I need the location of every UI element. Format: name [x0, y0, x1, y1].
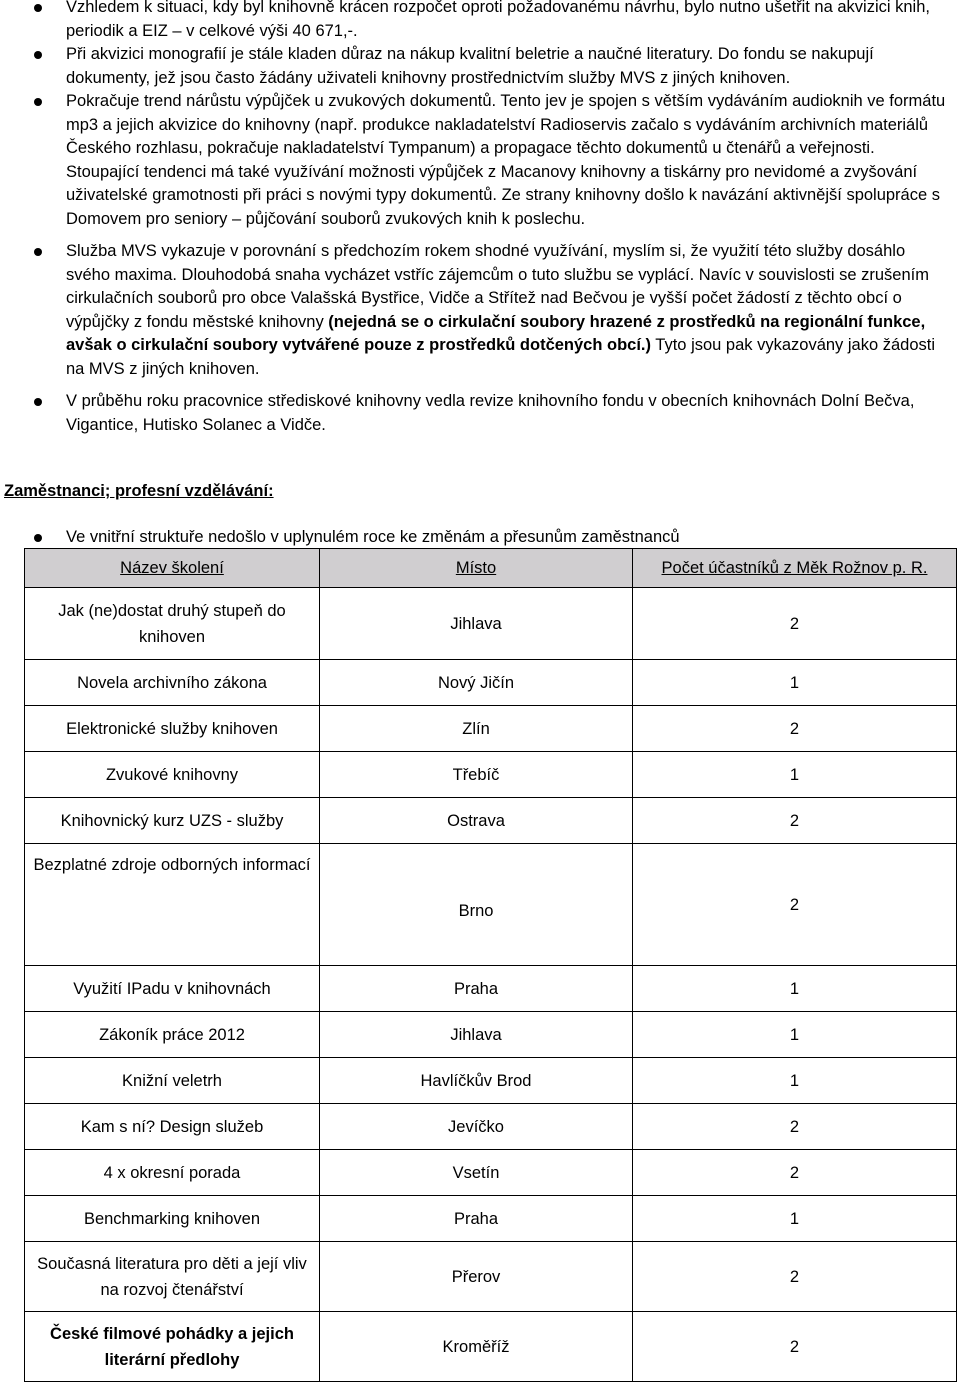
cell-participants: 1 — [633, 660, 957, 706]
cell-training: Kam s ní? Design služeb — [25, 1104, 320, 1150]
paragraph-text: Pokračuje trend nárůstu výpůjček u zvukových dokumentů. Tento jev je spojen s větším vydáváním audioknih ve formátu mp3 a jejich akvizice do knihovny (např. produkce nakladatelství Radioservis začalo s vydáváním archivních materiálů Českého rozhlasu, pokračuje nakladatelství Tympanum) a propagace těchto dokumentů u čtenářů a veřejnosti. Stoupající tendenci má také využívání možnosti výpůjček z Macanovy knihovny a tiskárny pro nevidomé a zvyšování uživatelské gramotnosti při práci s novými typy dokumentů. Ze strany knihovny došlo k navázání aktivnější spolupráce s Domovem pro seniory – půjčování souborů zvukových knih k poslechu. — [66, 92, 946, 228]
bullet-icon — [34, 398, 42, 406]
bullet-icon — [34, 4, 42, 12]
cell-training: Jak (ne)dostat druhý stupeň do knihoven — [25, 588, 320, 660]
list-item — [0, 526, 960, 550]
cell-place: Praha — [320, 1196, 633, 1242]
section-heading: Zaměstnanci; profesní vzdělávání: — [4, 482, 274, 500]
cell-participants: 1 — [633, 1058, 957, 1104]
cell-place: Jevíčko — [320, 1104, 633, 1150]
cell-participants: 1 — [633, 752, 957, 798]
cell-training: Elektronické služby knihoven — [25, 706, 320, 752]
training-table — [24, 548, 957, 1382]
table-row — [25, 1312, 957, 1382]
table-row — [25, 588, 957, 660]
table-row — [25, 1150, 957, 1196]
bullet-icon — [34, 534, 42, 542]
list-item — [0, 90, 960, 231]
table-row — [25, 706, 957, 752]
cell-participants: 2 — [633, 706, 957, 752]
cell-participants: 2 — [633, 844, 957, 966]
cell-participants: 2 — [633, 1242, 957, 1312]
cell-training: Benchmarking knihoven — [25, 1196, 320, 1242]
cell-participants: 2 — [633, 588, 957, 660]
cell-participants: 2 — [633, 1312, 957, 1382]
cell-participants: 2 — [633, 798, 957, 844]
cell-training: Zákoník práce 2012 — [25, 1012, 320, 1058]
cell-training: Bezplatné zdroje odborných informací — [25, 844, 320, 966]
table-header-row — [25, 549, 957, 588]
table-row — [25, 1196, 957, 1242]
cell-place: Havlíčkův Brod — [320, 1058, 633, 1104]
cell-training: Využití IPadu v knihovnách — [25, 966, 320, 1012]
column-header-participants: Počet účastníků z Měk Rožnov p. R. — [633, 549, 957, 588]
cell-place: Nový Jičín — [320, 660, 633, 706]
paragraph-text: V průběhu roku pracovnice střediskové knihovny vedla revize knihovního fondu v obecních knihovnách Dolní Bečva, Vigantice, Hutisko Solanec a Vidče. — [66, 392, 915, 434]
table-row — [25, 966, 957, 1012]
cell-place: Vsetín — [320, 1150, 633, 1196]
table-row — [25, 660, 957, 706]
cell-participants: 1 — [633, 1196, 957, 1242]
table-row — [25, 752, 957, 798]
bullet-list-top — [0, 0, 960, 437]
cell-training: Knihovnický kurz UZS - služby — [25, 798, 320, 844]
column-header-place: Místo — [320, 549, 633, 588]
cell-place: Přerov — [320, 1242, 633, 1312]
column-header-training: Název školení — [25, 549, 320, 588]
table-row — [25, 1104, 957, 1150]
table-row — [25, 844, 957, 966]
cell-place: Třebíč — [320, 752, 633, 798]
cell-training: Knižní veletrh — [25, 1058, 320, 1104]
cell-place: Kroměříž — [320, 1312, 633, 1382]
table-row — [25, 1012, 957, 1058]
table-row — [25, 1242, 957, 1312]
paragraph-text: Služba MVS vykazuje v porovnání s předchozím rokem shodné využívání, myslím si, že využití této služby dosáhlo svého maxima. Dlouhodobá snaha vycházet vstříc zájemcům o tuto službu se vyplácí. Navíc v souvislosti se zrušením cirkulačních souborů pro obce Valašská Bystřice, Vidče a Střítež nad Bečvou je vyšší počet žádostí z těchto obcí o výpůjčky z fondu městské knihovny — [66, 242, 929, 331]
cell-training: Zvukové knihovny — [25, 752, 320, 798]
list-item — [0, 240, 960, 381]
cell-place: Jihlava — [320, 1012, 633, 1058]
bullet-icon — [34, 98, 42, 106]
cell-participants: 1 — [633, 966, 957, 1012]
list-item — [0, 43, 960, 90]
cell-place: Praha — [320, 966, 633, 1012]
cell-place: Brno — [320, 844, 633, 966]
bullet-icon — [34, 248, 42, 256]
cell-participants: 2 — [633, 1150, 957, 1196]
paragraph-text: Ve vnitřní struktuře nedošlo v uplynulém roce ke změnám a přesunům zaměstnanců — [66, 528, 680, 546]
cell-place: Ostrava — [320, 798, 633, 844]
cell-training: Novela archivního zákona — [25, 660, 320, 706]
paragraph-bold-text: (nejedná se o cirkulační soubory hrazené z prostředků na regionální funkce, avšak o cirkulační soubory vytvářené pouze z prostředků dotčených obcí.) — [66, 312, 926, 354]
paragraph-text: Tyto jsou pak vykazovány jako žádosti na MVS z jiných knihoven. — [66, 336, 936, 378]
table-row — [25, 798, 957, 844]
paragraph-text: Při akvizici monografií je stále kladen důraz na nákup kvalitní beletrie a naučné literatury. Do fondu se nakupují dokumenty, jež jsou často žádány uživateli knihovny prostřednictvím služby MVS z jiných knihoven. — [66, 45, 874, 87]
cell-training: 4 x okresní porada — [25, 1150, 320, 1196]
cell-participants: 1 — [633, 1012, 957, 1058]
bullet-icon — [34, 51, 42, 59]
cell-participants: 2 — [633, 1104, 957, 1150]
list-item — [0, 0, 960, 43]
table-row — [25, 1058, 957, 1104]
bullet-list-staff — [0, 526, 960, 550]
cell-place: Zlín — [320, 706, 633, 752]
list-item — [0, 390, 960, 437]
cell-training: České filmové pohádky a jejich literární předlohy — [25, 1312, 320, 1382]
cell-training: Současná literatura pro děti a její vliv na rozvoj čtenářství — [25, 1242, 320, 1312]
paragraph-text: Vzhledem k situaci, kdy byl knihovně krácen rozpočet oproti požadovanému návrhu, bylo nutno ušetřit na akvizici knih, periodik a EIZ – v celkové výši 40 671,-. — [66, 0, 930, 40]
cell-place: Jihlava — [320, 588, 633, 660]
